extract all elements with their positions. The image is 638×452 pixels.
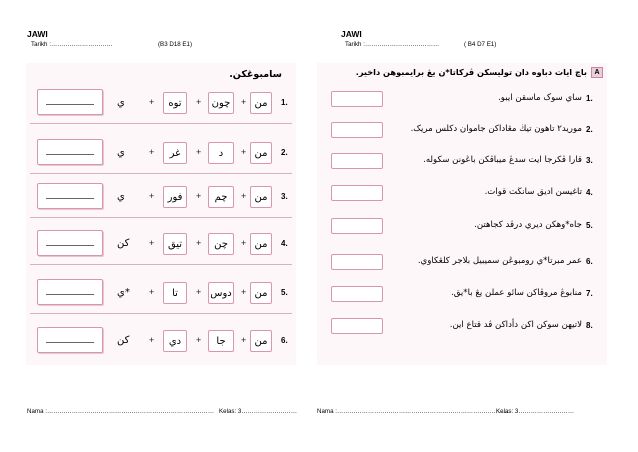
plus-sign: +	[241, 191, 247, 201]
left-name-field: Nama :………………………………………………………………………	[27, 408, 215, 415]
syllable-part: تيق	[163, 233, 187, 255]
plus-sign: +	[241, 147, 247, 157]
answer-box[interactable]	[37, 230, 103, 256]
row-divider	[30, 264, 292, 265]
question-number: 4.	[281, 239, 288, 248]
plus-sign: +	[241, 238, 247, 248]
sentence-text: عمر مبرتا*ي رومبوڠن سميبيل بلاجر كلڠكاوي.	[417, 256, 582, 266]
syllable-part: من	[250, 186, 272, 208]
left-date-field: Tarikh :…………………………	[31, 41, 113, 48]
plus-sign: +	[196, 191, 202, 201]
plus-sign: +	[196, 147, 202, 157]
answer-line	[46, 245, 94, 246]
answer-box[interactable]	[331, 185, 383, 201]
question-number: 4.	[586, 188, 593, 197]
syllable-part: چن	[208, 233, 234, 255]
sentence-text: منابوڠ مروڤاكن سائو عملن يڠ با*يق.	[451, 288, 582, 298]
row-divider	[30, 313, 292, 314]
row-divider	[30, 173, 292, 174]
row-divider	[30, 123, 292, 124]
answer-line	[46, 154, 94, 155]
syllable-part: جا	[208, 330, 234, 352]
plus-sign: +	[149, 191, 155, 201]
answer-line	[46, 198, 94, 199]
right-name-field: Nama :…………………………………………………………………………	[317, 408, 511, 415]
question-number: 6.	[281, 336, 288, 345]
syllable-part: ي	[117, 97, 125, 108]
question-number: 6.	[586, 257, 593, 266]
plus-sign: +	[241, 97, 247, 107]
question-number: 1.	[586, 94, 593, 103]
left-instruction: سامبوڠكن.	[229, 69, 282, 80]
answer-line	[46, 342, 94, 343]
syllable-part: من	[250, 233, 272, 255]
syllable-part: من	[250, 330, 272, 352]
answer-box[interactable]	[331, 318, 383, 334]
question-number: 1.	[281, 98, 288, 107]
answer-box[interactable]	[331, 286, 383, 302]
syllable-part: غر	[163, 142, 187, 164]
syllable-part: توه	[163, 92, 187, 114]
question-number: 3.	[281, 192, 288, 201]
question-number: 2.	[586, 125, 593, 134]
answer-box[interactable]	[331, 122, 383, 138]
answer-box[interactable]	[331, 91, 383, 107]
syllable-part: تا	[163, 282, 187, 304]
syllable-part: كن	[117, 335, 130, 346]
syllable-part: چون	[208, 92, 234, 114]
question-number: 7.	[586, 289, 593, 298]
answer-box[interactable]	[37, 327, 103, 353]
plus-sign: +	[196, 335, 202, 345]
question-number: 5.	[281, 288, 288, 297]
plus-sign: +	[149, 287, 155, 297]
question-number: 5.	[586, 221, 593, 230]
right-subject-title: JAWI	[341, 29, 362, 39]
answer-box[interactable]	[331, 153, 383, 169]
syllable-part: دي	[163, 330, 187, 352]
sentence-text: موريد٢ تاهون تيڬ مڠاداكن جاموان دكلس مريک.	[410, 124, 582, 134]
answer-line	[46, 294, 94, 295]
left-subject-title: JAWI	[27, 29, 48, 39]
syllable-part: چم	[208, 186, 234, 208]
sentence-text: ساي سوک ماسقن ايبو.	[498, 93, 582, 103]
section-badge: A	[591, 67, 603, 78]
plus-sign: +	[196, 238, 202, 248]
plus-sign: +	[241, 335, 247, 345]
syllable-part: *ي	[117, 287, 130, 298]
plus-sign: +	[149, 97, 155, 107]
syllable-part: فور	[163, 186, 187, 208]
syllable-part: من	[250, 142, 272, 164]
syllable-part: من	[250, 282, 272, 304]
plus-sign: +	[149, 147, 155, 157]
answer-line	[46, 104, 94, 105]
left-class-field: Kelas: 3………………………	[219, 408, 298, 415]
plus-sign: +	[196, 287, 202, 297]
answer-box[interactable]	[331, 254, 383, 270]
left-lesson-code: (B3 D18 E1)	[158, 41, 193, 48]
syllable-part: من	[250, 92, 272, 114]
answer-box[interactable]	[37, 89, 103, 115]
answer-box[interactable]	[37, 279, 103, 305]
answer-box[interactable]	[37, 183, 103, 209]
syllable-part: دوس	[208, 282, 234, 304]
syllable-part: كن	[117, 238, 130, 249]
sentence-text: قارا ڤكرجا ايت سدڠ ميباڤكن باڠونن سكوله.	[423, 155, 582, 165]
plus-sign: +	[149, 238, 155, 248]
sentence-text: تاغيسن اديق سانڬت قوات.	[484, 187, 582, 197]
answer-box[interactable]	[331, 218, 383, 234]
sentence-text: جاه*وهكن ديري درڤد كجاهتن.	[474, 220, 582, 230]
syllable-part: ي	[117, 147, 125, 158]
question-number: 3.	[586, 156, 593, 165]
answer-box[interactable]	[37, 139, 103, 165]
row-divider	[30, 217, 292, 218]
right-lesson-code: ( B4 D7 E1)	[464, 41, 497, 48]
plus-sign: +	[149, 335, 155, 345]
plus-sign: +	[196, 97, 202, 107]
right-date-field: Tarikh :………………………………	[345, 41, 440, 48]
question-number: 8.	[586, 321, 593, 330]
right-class-field: Kelas: 3………………………	[496, 408, 575, 415]
sentence-text: لاتيهن سوكن اكن دأداكن ڤد قتاع اين.	[449, 320, 582, 330]
syllable-part: ي	[117, 191, 125, 202]
syllable-part: د	[208, 142, 234, 164]
right-instruction: باچ ايات دباوه دان توليسكن ڤركاتا*ن يڠ برايمبوهن داخير.	[355, 67, 587, 77]
plus-sign: +	[241, 287, 247, 297]
question-number: 2.	[281, 148, 288, 157]
